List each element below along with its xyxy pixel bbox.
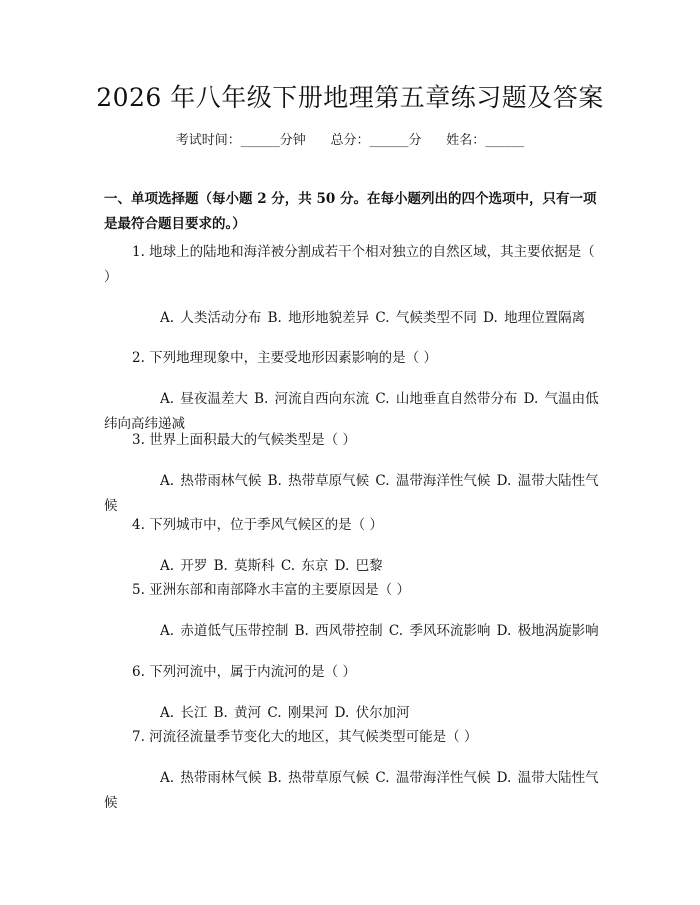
section-heading: 一、单项选择题（每小题 2 分，共 50 分。在每小题列出的四个选项中，只有一项是最符合题目要求的。） <box>104 191 597 232</box>
question-stem: 1. 地球上的陆地和海洋被分割成若干个相对独立的自然区域，其主要依据是（ ） <box>104 244 595 285</box>
question-3 <box>104 428 600 519</box>
question-options: A. 昼夜温差大 B. 河流自西向东流 C. 山地垂直自然带分布 D. 气温由低纬向高纬递减 <box>104 391 599 432</box>
question-stem: 3. 世界上面积最大的气候类型是（ ） <box>132 432 356 448</box>
question-4 <box>104 513 600 579</box>
question-stem: 5. 亚洲东部和南部降水丰富的主要原因是（ ） <box>132 582 410 598</box>
question-7 <box>104 725 600 816</box>
exam-info-line: 考试时间：______分钟 总分：______分 姓名：______ <box>175 133 525 148</box>
question-5 <box>104 578 600 644</box>
question-1 <box>104 240 600 331</box>
question-stem: 6. 下列河流中，属于内流河的是（ ） <box>132 664 356 680</box>
question-options: A. 长江 B. 黄河 C. 刚果河 D. 伏尔加河 <box>160 705 410 721</box>
question-stem: 7. 河流径流量季节变化大的地区，其气候类型可能是（ ） <box>132 729 478 745</box>
question-options: A. 赤道低气压带控制 B. 西风带控制 C. 季风环流影响 D. 极地涡旋影响 <box>160 623 599 639</box>
question-stem: 4. 下列城市中，位于季风气候区的是（ ） <box>132 517 383 533</box>
question-options: A. 人类活动分布 B. 地形地貌差异 C. 气候类型不同 D. 地理位置隔离 <box>160 310 586 326</box>
question-options: A. 开罗 B. 莫斯科 C. 东京 D. 巴黎 <box>160 558 383 574</box>
question-options: A. 热带雨林气候 B. 热带草原气候 C. 温带海洋性气候 D. 温带大陆性气候 <box>104 473 599 514</box>
question-stem: 2. 下列地理现象中，主要受地形因素影响的是（ ） <box>132 350 437 366</box>
question-2 <box>104 346 600 437</box>
question-6 <box>104 660 600 726</box>
question-options: A. 热带雨林气候 B. 热带草原气候 C. 温带海洋性气候 D. 温带大陆性气候 <box>104 770 599 811</box>
page-title: 2026 年八年级下册地理第五章练习题及答案 <box>96 83 604 112</box>
